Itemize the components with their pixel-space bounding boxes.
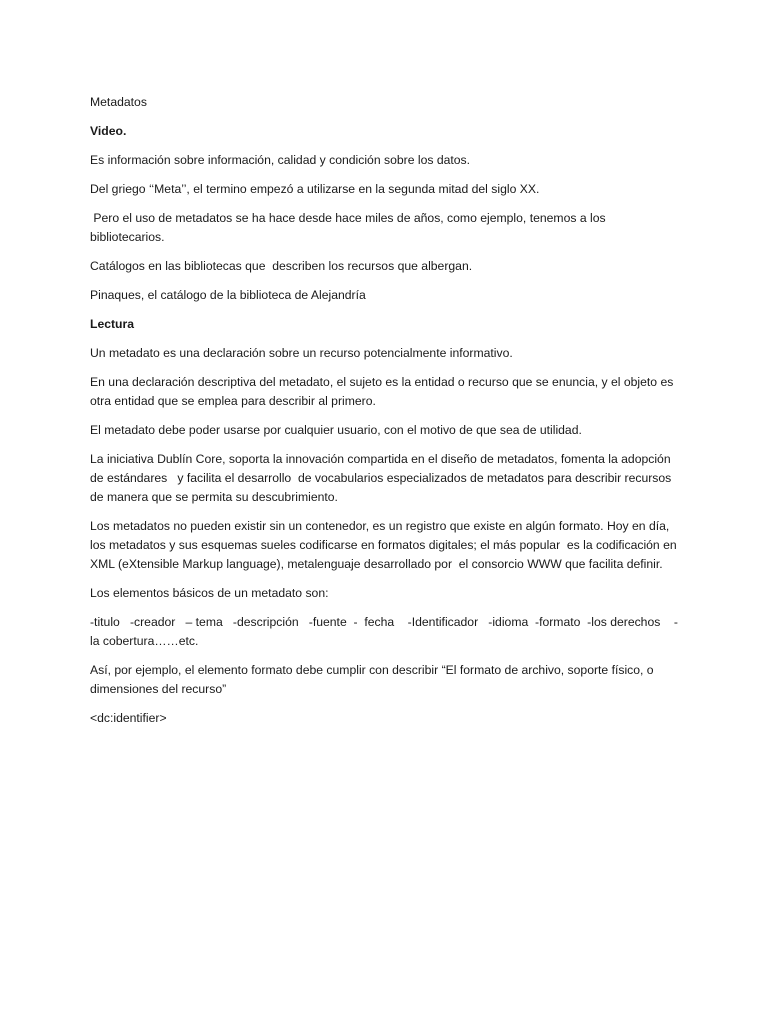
paragraph: Los elementos básicos de un metadato son:	[90, 586, 329, 600]
paragraph: El metadato debe poder usarse por cualquier usuario, con el motivo de que sea de utilidad.	[90, 423, 582, 437]
paragraph: Así, por ejemplo, el elemento formato debe cumplir con describir “El formato de archivo, soporte físico, o dimensiones del recurso”	[90, 663, 657, 696]
paragraph-title: Metadatos	[90, 95, 147, 109]
paragraph: En una declaración descriptiva del metadato, el sujeto es la entidad o recurso que se enuncia, y el objeto es otra entidad que se emplea para describir al primero.	[90, 375, 677, 408]
code-tag: <dc:identifier>	[90, 711, 167, 725]
paragraph: Pero el uso de metadatos se ha hace desde hace miles de años, como ejemplo, tenemos a los bibliotecarios.	[90, 211, 609, 244]
paragraph: Catálogos en las bibliotecas que describen los recursos que albergan.	[90, 259, 473, 273]
paragraph: Del griego ‘‘Meta’’, el termino empezó a utilizarse en la segunda mitad del siglo XX.	[90, 182, 540, 196]
paragraph: Un metadato es una declaración sobre un recurso potencialmente informativo.	[90, 346, 513, 360]
elements-list: -titulo -creador – tema -descripción -fuente - fecha -Identificador -idioma -formato -los derechos -la cobertura……etc.	[90, 615, 678, 648]
paragraph: La iniciativa Dublín Core, soporta la innovación compartida en el diseño de metadatos, fomenta la adopción de estándares y facilita el desarrollo de vocabularios especializados de metadatos para describir recursos de manera que se permita su descubrimiento.	[90, 452, 675, 504]
heading-lectura: Lectura	[90, 317, 135, 331]
paragraph: Es información sobre información, calidad y condición sobre los datos.	[90, 153, 471, 167]
paragraph: Pinaques, el catálogo de la biblioteca de Alejandría	[90, 288, 366, 302]
document-page	[90, 93, 680, 738]
heading-video: Video.	[90, 124, 127, 138]
paragraph: Los metadatos no pueden existir sin un contenedor, es un registro que existe en algún formato. Hoy en día, los metadatos y sus esquemas sueles codificarse en formatos digitales; el más popular es la codificación en XML (eXtensible Markup language), metalenguaje desarrollado por el consorcio WWW que facilita definir.	[90, 519, 681, 571]
